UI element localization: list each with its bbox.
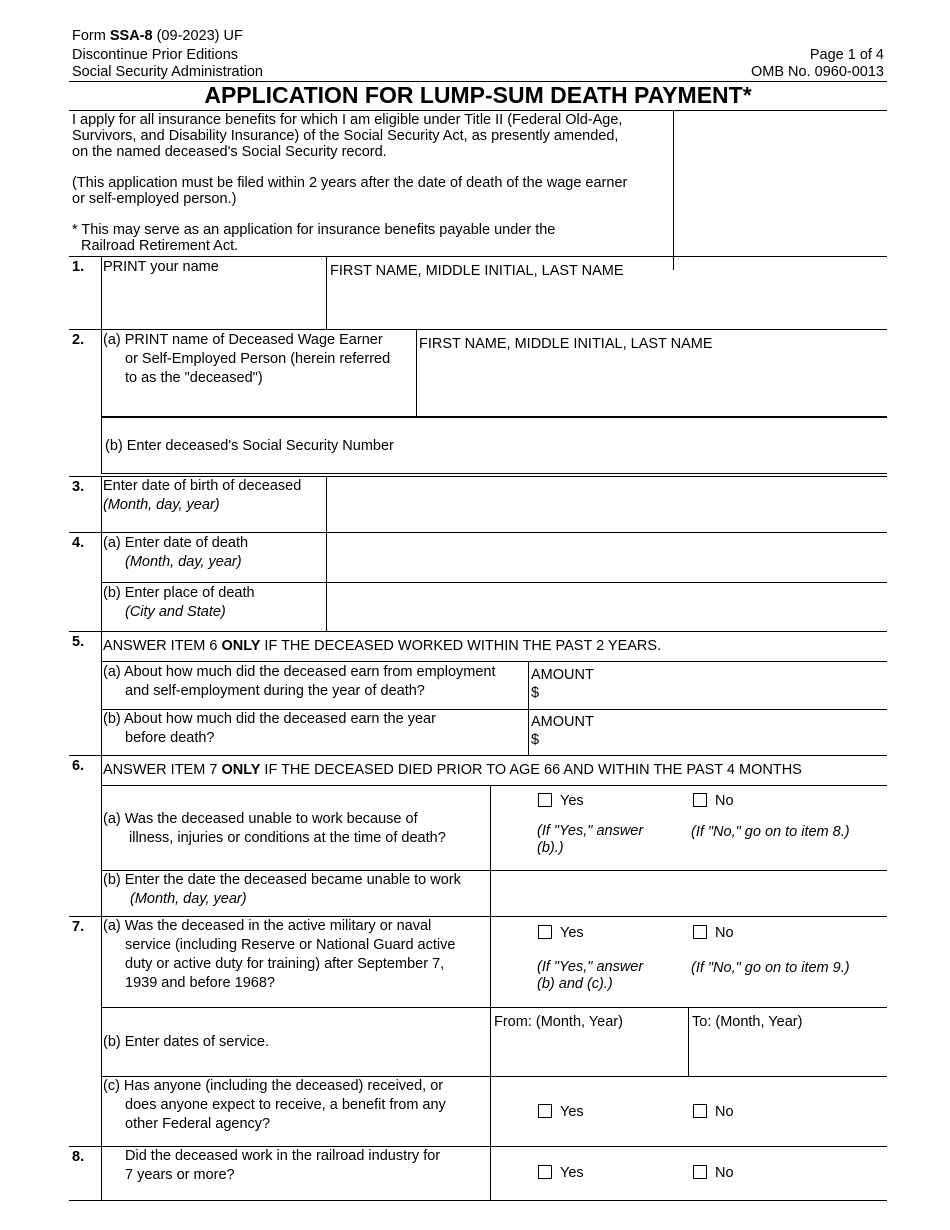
item8-yes-checkbox[interactable] [538, 1165, 552, 1179]
item8-no-checkbox[interactable] [693, 1165, 707, 1179]
intro-stamp-box-border [673, 110, 674, 270]
item6-number: 6. [72, 758, 85, 774]
item3-number: 3. [72, 479, 85, 495]
item8-bottom-rule [69, 1200, 887, 1201]
item6-left-border [101, 755, 102, 916]
item7a-label: (a) Was the deceased in the active military or naval service (including Reserve or National Guard active duty or active duty for training) after September 7, 1939 and before 1968? [103, 918, 456, 991]
discontinue-note: Discontinue Prior Editions [72, 47, 239, 63]
item8-label: Did the deceased work in the railroad industry for 7 years or more? [125, 1148, 441, 1183]
item7c-no-label: No [715, 1104, 734, 1120]
death-place-field[interactable] [327, 583, 887, 630]
item3-label: Enter date of birth of deceased (Month, day, year) [103, 478, 302, 513]
item1-number: 1. [72, 259, 85, 275]
deceased-ssn-field[interactable] [420, 419, 887, 473]
item1-label: PRINT your name [103, 259, 219, 275]
applicant-name-field[interactable] [327, 257, 887, 329]
earnings-year-before-death-field[interactable] [529, 710, 887, 754]
item2-mid-rule [101, 416, 887, 418]
deceased-name-hint: FIRST NAME, MIDDLE INITIAL, LAST NAME [419, 336, 713, 352]
item7c-label: (c) Has anyone (including the deceased) received, or does anyone expect to receive, a benefit from any other Federal agency? [103, 1078, 446, 1132]
service-to-field[interactable] [689, 1008, 887, 1075]
item5-heading: ANSWER ITEM 6 ONLY IF THE DECEASED WORKED WITHIN THE PAST 2 YEARS. [103, 638, 662, 654]
item6a-yes-note: (If "Yes," answer (b).) [537, 823, 644, 856]
item4-number: 4. [72, 535, 85, 551]
item6a-label: (a) Was the deceased unable to work because of illness, injuries or conditions at the time of death? [103, 811, 446, 846]
dollar-sign: $ [531, 732, 540, 748]
item6b-label: (b) Enter the date the deceased became unable to work (Month, day, year) [103, 872, 461, 907]
item6a-no-note: (If "No," go on to item 8.) [691, 824, 850, 840]
item2a-label: (a) PRINT name of Deceased Wage Earner or Self-Employed Person (herein referred to as the "deceased") [103, 332, 391, 386]
item1-2-left-border [101, 256, 102, 474]
applicant-name-hint: FIRST NAME, MIDDLE INITIAL, LAST NAME [330, 263, 624, 279]
item6a-no-label: No [715, 793, 734, 809]
item7-8-left-border [101, 916, 102, 1201]
item7b-label: (b) Enter dates of service. [103, 1034, 270, 1050]
item5b-label: (b) About how much did the deceased earn the year before death? [103, 711, 436, 746]
form-number: Form SSA-8 (09-2023) UF [72, 28, 243, 44]
item6-heading: ANSWER ITEM 7 ONLY IF THE DECEASED DIED PRIOR TO AGE 66 AND WITHIN THE PAST 4 MONTHS [103, 762, 802, 778]
item7a-no-note: (If "No," go on to item 9.) [691, 960, 850, 976]
item4a-label: (a) Enter date of death (Month, day, year) [103, 535, 249, 570]
item7a-yes-label: Yes [560, 925, 584, 941]
page-number: Page 1 of 4 [809, 47, 884, 63]
item8-no-label: No [715, 1165, 734, 1181]
item2-bottom-rule-a [101, 473, 887, 474]
amount-label: AMOUNT [531, 714, 594, 730]
item7a-yes-checkbox[interactable] [538, 925, 552, 939]
agency-name: Social Security Administration [72, 64, 263, 80]
item4b-label: (b) Enter place of death (City and State) [103, 585, 255, 620]
title-rule [69, 110, 887, 111]
unable-to-work-date-field[interactable] [491, 871, 887, 915]
item8-yes-label: Yes [560, 1165, 584, 1181]
item7-number: 7. [72, 919, 85, 935]
dollar-sign: $ [531, 685, 540, 701]
item5a-label: (a) About how much did the deceased earn from employment and self-employment during the year of death? [103, 664, 496, 699]
item7c-no-checkbox[interactable] [693, 1104, 707, 1118]
item7a-yes-note: (If "Yes," answer (b) and (c).) [537, 959, 644, 992]
item5-top-rule [69, 631, 887, 632]
item7c-yes-checkbox[interactable] [538, 1104, 552, 1118]
item7a-no-label: No [715, 925, 734, 941]
item6a-yes-label: Yes [560, 793, 584, 809]
item5-left-border [101, 631, 102, 755]
deceased-name-field[interactable] [417, 330, 887, 416]
item7a-no-checkbox[interactable] [693, 925, 707, 939]
earnings-year-of-death-field[interactable] [529, 662, 887, 708]
item7c-yes-label: Yes [560, 1104, 584, 1120]
item2-number: 2. [72, 332, 85, 348]
amount-label: AMOUNT [531, 667, 594, 683]
items6-8-divider [490, 785, 491, 1201]
page-title: APPLICATION FOR LUMP-SUM DEATH PAYMENT* [204, 82, 752, 108]
item3-4-left-border [101, 476, 102, 631]
death-date-field[interactable] [327, 533, 887, 581]
item6a-no-checkbox[interactable] [693, 793, 707, 807]
item5-number: 5. [72, 634, 85, 650]
item8-number: 8. [72, 1149, 85, 1165]
service-to-label: To: (Month, Year) [692, 1014, 803, 1030]
service-from-label: From: (Month, Year) [494, 1014, 623, 1030]
omb-number: OMB No. 0960-0013 [751, 64, 884, 80]
birth-date-field[interactable] [327, 477, 887, 531]
service-from-field[interactable] [491, 1008, 687, 1075]
item6-top-rule [69, 755, 887, 756]
item6-head-rule [101, 785, 887, 786]
item6a-yes-checkbox[interactable] [538, 793, 552, 807]
intro-text: I apply for all insurance benefits for which I am eligible under Title II (Federal Old-Age, Survivors, and Disability Insurance) of the Social Security Act, as presently amended, on the named deceased's Social Security record. (This application must be filed within 2 years after the date of death of the wage earner or self-employed person.) * This may serve as an application for insurance benefits payable under the Railroad Retirement Act. [72, 112, 628, 254]
item2b-label: (b) Enter deceased's Social Security Number [105, 438, 394, 454]
